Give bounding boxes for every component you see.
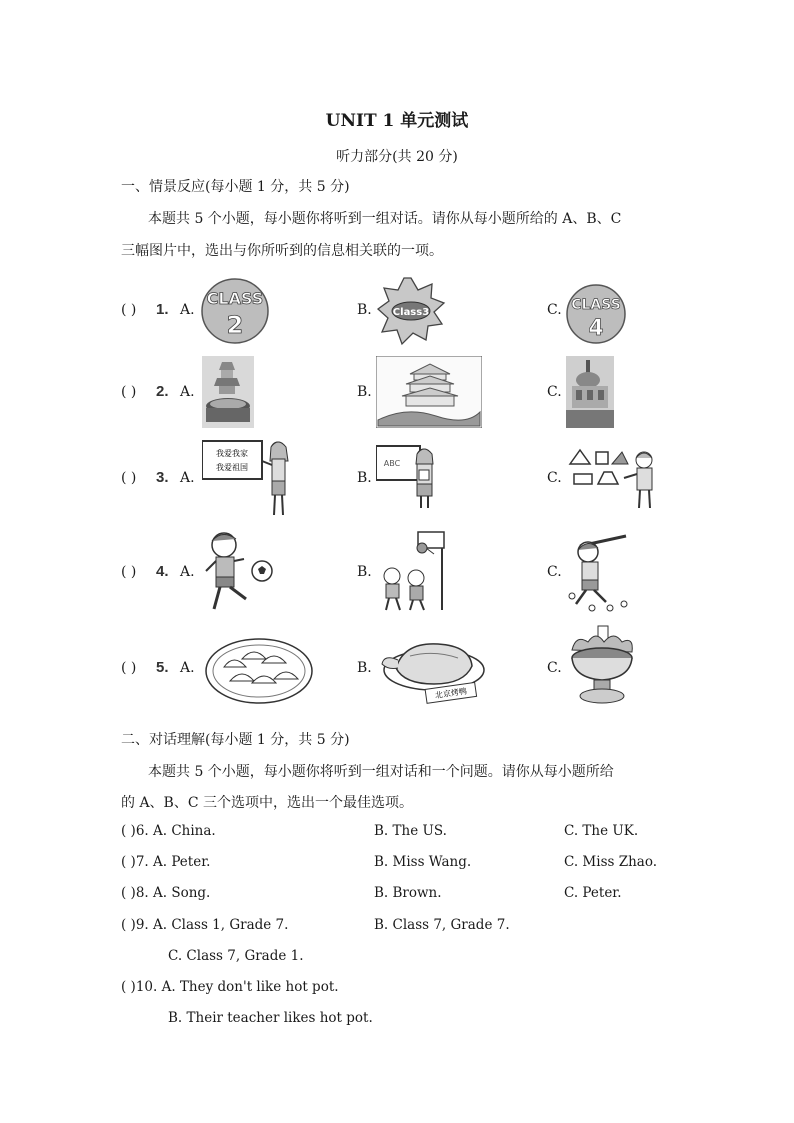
q5-option-a-label: A. bbox=[180, 660, 195, 676]
question-number-1: 1. bbox=[156, 301, 169, 318]
q10-option-a[interactable]: ( )10. A. They don't like hot pot. bbox=[121, 979, 339, 995]
question-number-4: 4. bbox=[156, 563, 169, 580]
q4-option-a-label: A. bbox=[180, 564, 195, 580]
q3-b-board-text: ABC bbox=[383, 459, 401, 468]
q6-option-b[interactable]: B. The US. bbox=[374, 823, 447, 839]
answer-blank-q2[interactable]: ( ) bbox=[121, 384, 137, 400]
q1-c-text2: 4 bbox=[588, 316, 604, 341]
q2-option-a-label: A. bbox=[180, 384, 195, 400]
q5-option-b-label: B. bbox=[357, 660, 372, 676]
section2-intro-line2: 的 A、B、C 三个选项中，选出一个最佳选项。 bbox=[121, 795, 414, 811]
q3-option-a-label: A. bbox=[180, 470, 195, 486]
q6-option-a[interactable]: ( )6. A. China. bbox=[121, 823, 216, 839]
q4-kids-basketball-image[interactable] bbox=[376, 528, 450, 612]
q5-dumplings-image[interactable] bbox=[204, 633, 314, 705]
q1-class4-sign-image[interactable] bbox=[566, 283, 626, 345]
q9-option-a[interactable]: ( )9. A. Class 1, Grade 7. bbox=[121, 917, 289, 933]
q2-city-landmark-image[interactable] bbox=[566, 356, 614, 428]
q2-temple-of-heaven-image[interactable] bbox=[376, 356, 482, 428]
q1-c-text1: CLASS bbox=[571, 297, 621, 313]
q3-teacher-abc-board-image[interactable] bbox=[376, 442, 440, 510]
answer-blank-q3[interactable]: ( ) bbox=[121, 470, 137, 486]
section2-intro-line1: 本题共 5 个小题，每小题你将听到一组对话和一个问题。请你从每小题所给 bbox=[148, 764, 614, 780]
q3-teacher-shapes-image[interactable] bbox=[566, 446, 660, 510]
q5-b-sign-text: 北京烤鸭 bbox=[434, 686, 468, 701]
page-title: UNIT 1 单元测试 bbox=[325, 111, 469, 131]
section2-heading: 二、对话理解(每小题 1 分，共 5 分) bbox=[121, 732, 350, 748]
question-number-2: 2. bbox=[156, 383, 169, 400]
q8-option-a[interactable]: ( )8. A. Song. bbox=[121, 885, 211, 901]
q1-class3-badge-image[interactable] bbox=[376, 276, 446, 346]
q5-option-c-label: C. bbox=[547, 660, 562, 676]
q6-option-c[interactable]: C. The UK. bbox=[564, 823, 639, 839]
q3-teacher-chinese-board-image[interactable] bbox=[202, 437, 294, 517]
q5-hotpot-image[interactable] bbox=[566, 624, 638, 708]
q1-option-b-label: B. bbox=[357, 302, 372, 318]
q1-option-c-label: C. bbox=[547, 302, 562, 318]
answer-blank-q4[interactable]: ( ) bbox=[121, 564, 137, 580]
q1-option-a-label: A. bbox=[180, 302, 195, 318]
q9-option-b[interactable]: B. Class 7, Grade 7. bbox=[374, 917, 510, 933]
answer-blank-q1[interactable]: ( ) bbox=[121, 302, 137, 318]
q1-a-text1: CLASS bbox=[206, 289, 264, 308]
q4-option-c-label: C. bbox=[547, 564, 562, 580]
q7-option-b[interactable]: B. Miss Wang. bbox=[374, 854, 472, 870]
q1-b-text: Class3 bbox=[392, 307, 430, 318]
page-subtitle: 听力部分(共 20 分) bbox=[336, 149, 458, 165]
answer-blank-q5[interactable]: ( ) bbox=[121, 660, 137, 676]
q2-pagoda-hotpot-image[interactable] bbox=[202, 356, 254, 428]
q5-roast-duck-image[interactable] bbox=[374, 630, 486, 706]
q2-option-c-label: C. bbox=[547, 384, 562, 400]
q2-option-b-label: B. bbox=[357, 384, 372, 400]
q1-class2-sign-image[interactable] bbox=[200, 277, 270, 345]
q8-option-b[interactable]: B. Brown. bbox=[374, 885, 442, 901]
section1-heading: 一、情景反应(每小题 1 分，共 5 分) bbox=[121, 179, 350, 195]
q3-option-c-label: C. bbox=[547, 470, 562, 486]
q7-option-c[interactable]: C. Miss Zhao. bbox=[564, 854, 658, 870]
q7-option-a[interactable]: ( )7. A. Peter. bbox=[121, 854, 211, 870]
q4-option-b-label: B. bbox=[357, 564, 372, 580]
question-number-3: 3. bbox=[156, 469, 169, 486]
q3-option-b-label: B. bbox=[357, 470, 372, 486]
q3-a-board-line2: 我爱祖国 bbox=[216, 463, 248, 472]
section1-intro-line2: 三幅图片中，选出与你所听到的信息相关联的一项。 bbox=[121, 243, 443, 259]
q4-boy-football-image[interactable] bbox=[202, 529, 276, 615]
q9-option-c[interactable]: C. Class 7, Grade 1. bbox=[168, 948, 304, 964]
q4-girl-baseball-image[interactable] bbox=[566, 532, 634, 612]
section1-intro-line1: 本题共 5 个小题，每小题你将听到一组对话。请你从每小题所给的 A、B、C bbox=[148, 211, 622, 227]
question-number-5: 5. bbox=[156, 659, 169, 676]
q1-a-text2: 2 bbox=[226, 311, 244, 339]
q8-option-c[interactable]: C. Peter. bbox=[564, 885, 622, 901]
q10-option-b[interactable]: B. Their teacher likes hot pot. bbox=[168, 1010, 373, 1026]
q3-a-board-line1: 我爱我家 bbox=[216, 449, 248, 458]
